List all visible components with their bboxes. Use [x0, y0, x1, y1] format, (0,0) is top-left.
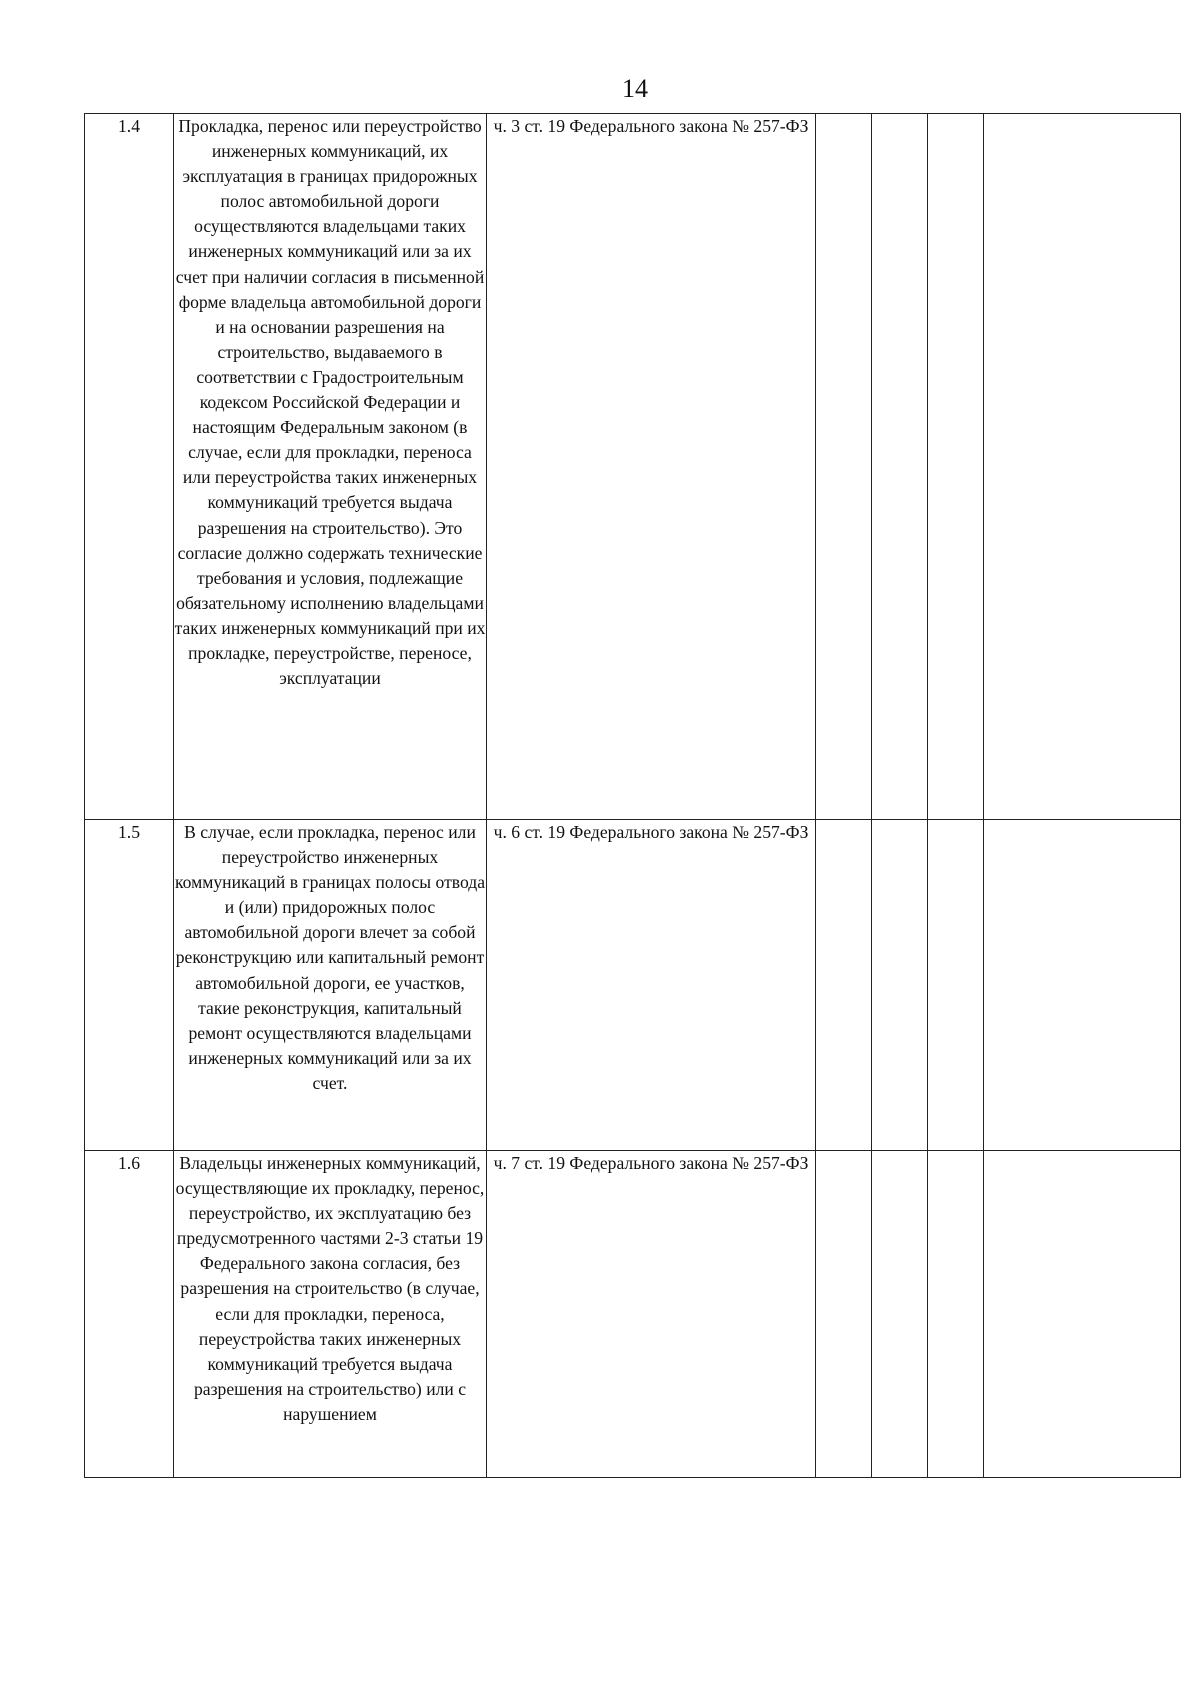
empty-cell: [816, 114, 872, 820]
requirement-text: В случае, если прокладка, перенос или переустройство инженерных коммуникаций в границах полосы отвода и (или) придорожных полос автомобильной дороги влечет за собой реконструкцию или капитальный ремонт автомобильной дороги, ее участков, такие реконструкция, капитальный ремонт осуществляются владельцами инженерных коммуникаций или за их счет.: [174, 820, 487, 1151]
empty-cell: [928, 114, 984, 820]
requirement-text: Владельцы инженерных коммуникаций, осуществляющие их прокладку, перенос, переустройство, их эксплуатацию без предусмотренного частями 2-3 статьи 19 Федерального закона согласия, без разрешения на строительство (в случае, если для прокладки, переноса, переустройства таких инженерных коммуникаций требуется выдача разрешения на строительство) или с нарушением: [174, 1151, 487, 1478]
empty-cell: [928, 820, 984, 1151]
legal-reference: ч. 6 ст. 19 Федерального закона № 257-ФЗ: [487, 820, 816, 1151]
empty-cell: [984, 820, 1181, 1151]
empty-cell: [928, 1151, 984, 1478]
legal-reference: ч. 7 ст. 19 Федерального закона № 257-ФЗ: [487, 1151, 816, 1478]
empty-cell: [872, 820, 928, 1151]
requirement-text: Прокладка, перенос или переустройство инженерных коммуникаций, их эксплуатация в границах придорожных полос автомобильной дороги осуществляются владельцами таких инженерных коммуникаций или за их счет при наличии согласия в письменной форме владельца автомобильной дороги и на основании разрешения на строительство, выдаваемого в соответствии с Градостроительным кодексом Российской Федерации и настоящим Федеральным законом (в случае, если для прокладки, переноса или переустройства таких инженерных коммуникаций требуется выдача разрешения на строительство). Это согласие должно содержать технические требования и условия, подлежащие обязательному исполнению владельцами таких инженерных коммуникаций при их прокладке, переустройстве, переносе, эксплуатации: [174, 114, 487, 820]
row-number: 1.4: [85, 114, 174, 820]
empty-cell: [984, 1151, 1181, 1478]
table-row: [85, 114, 1181, 820]
table-row: [85, 1151, 1181, 1478]
empty-cell: [872, 114, 928, 820]
empty-cell: [816, 1151, 872, 1478]
page-number: 14: [622, 74, 648, 103]
empty-cell: [984, 114, 1181, 820]
requirements-table: [84, 113, 1181, 1478]
row-number: 1.6: [85, 1151, 174, 1478]
legal-reference: ч. 3 ст. 19 Федерального закона № 257-ФЗ: [487, 114, 816, 820]
empty-cell: [872, 1151, 928, 1478]
empty-cell: [816, 820, 872, 1151]
row-number: 1.5: [85, 820, 174, 1151]
table-row: [85, 820, 1181, 1151]
